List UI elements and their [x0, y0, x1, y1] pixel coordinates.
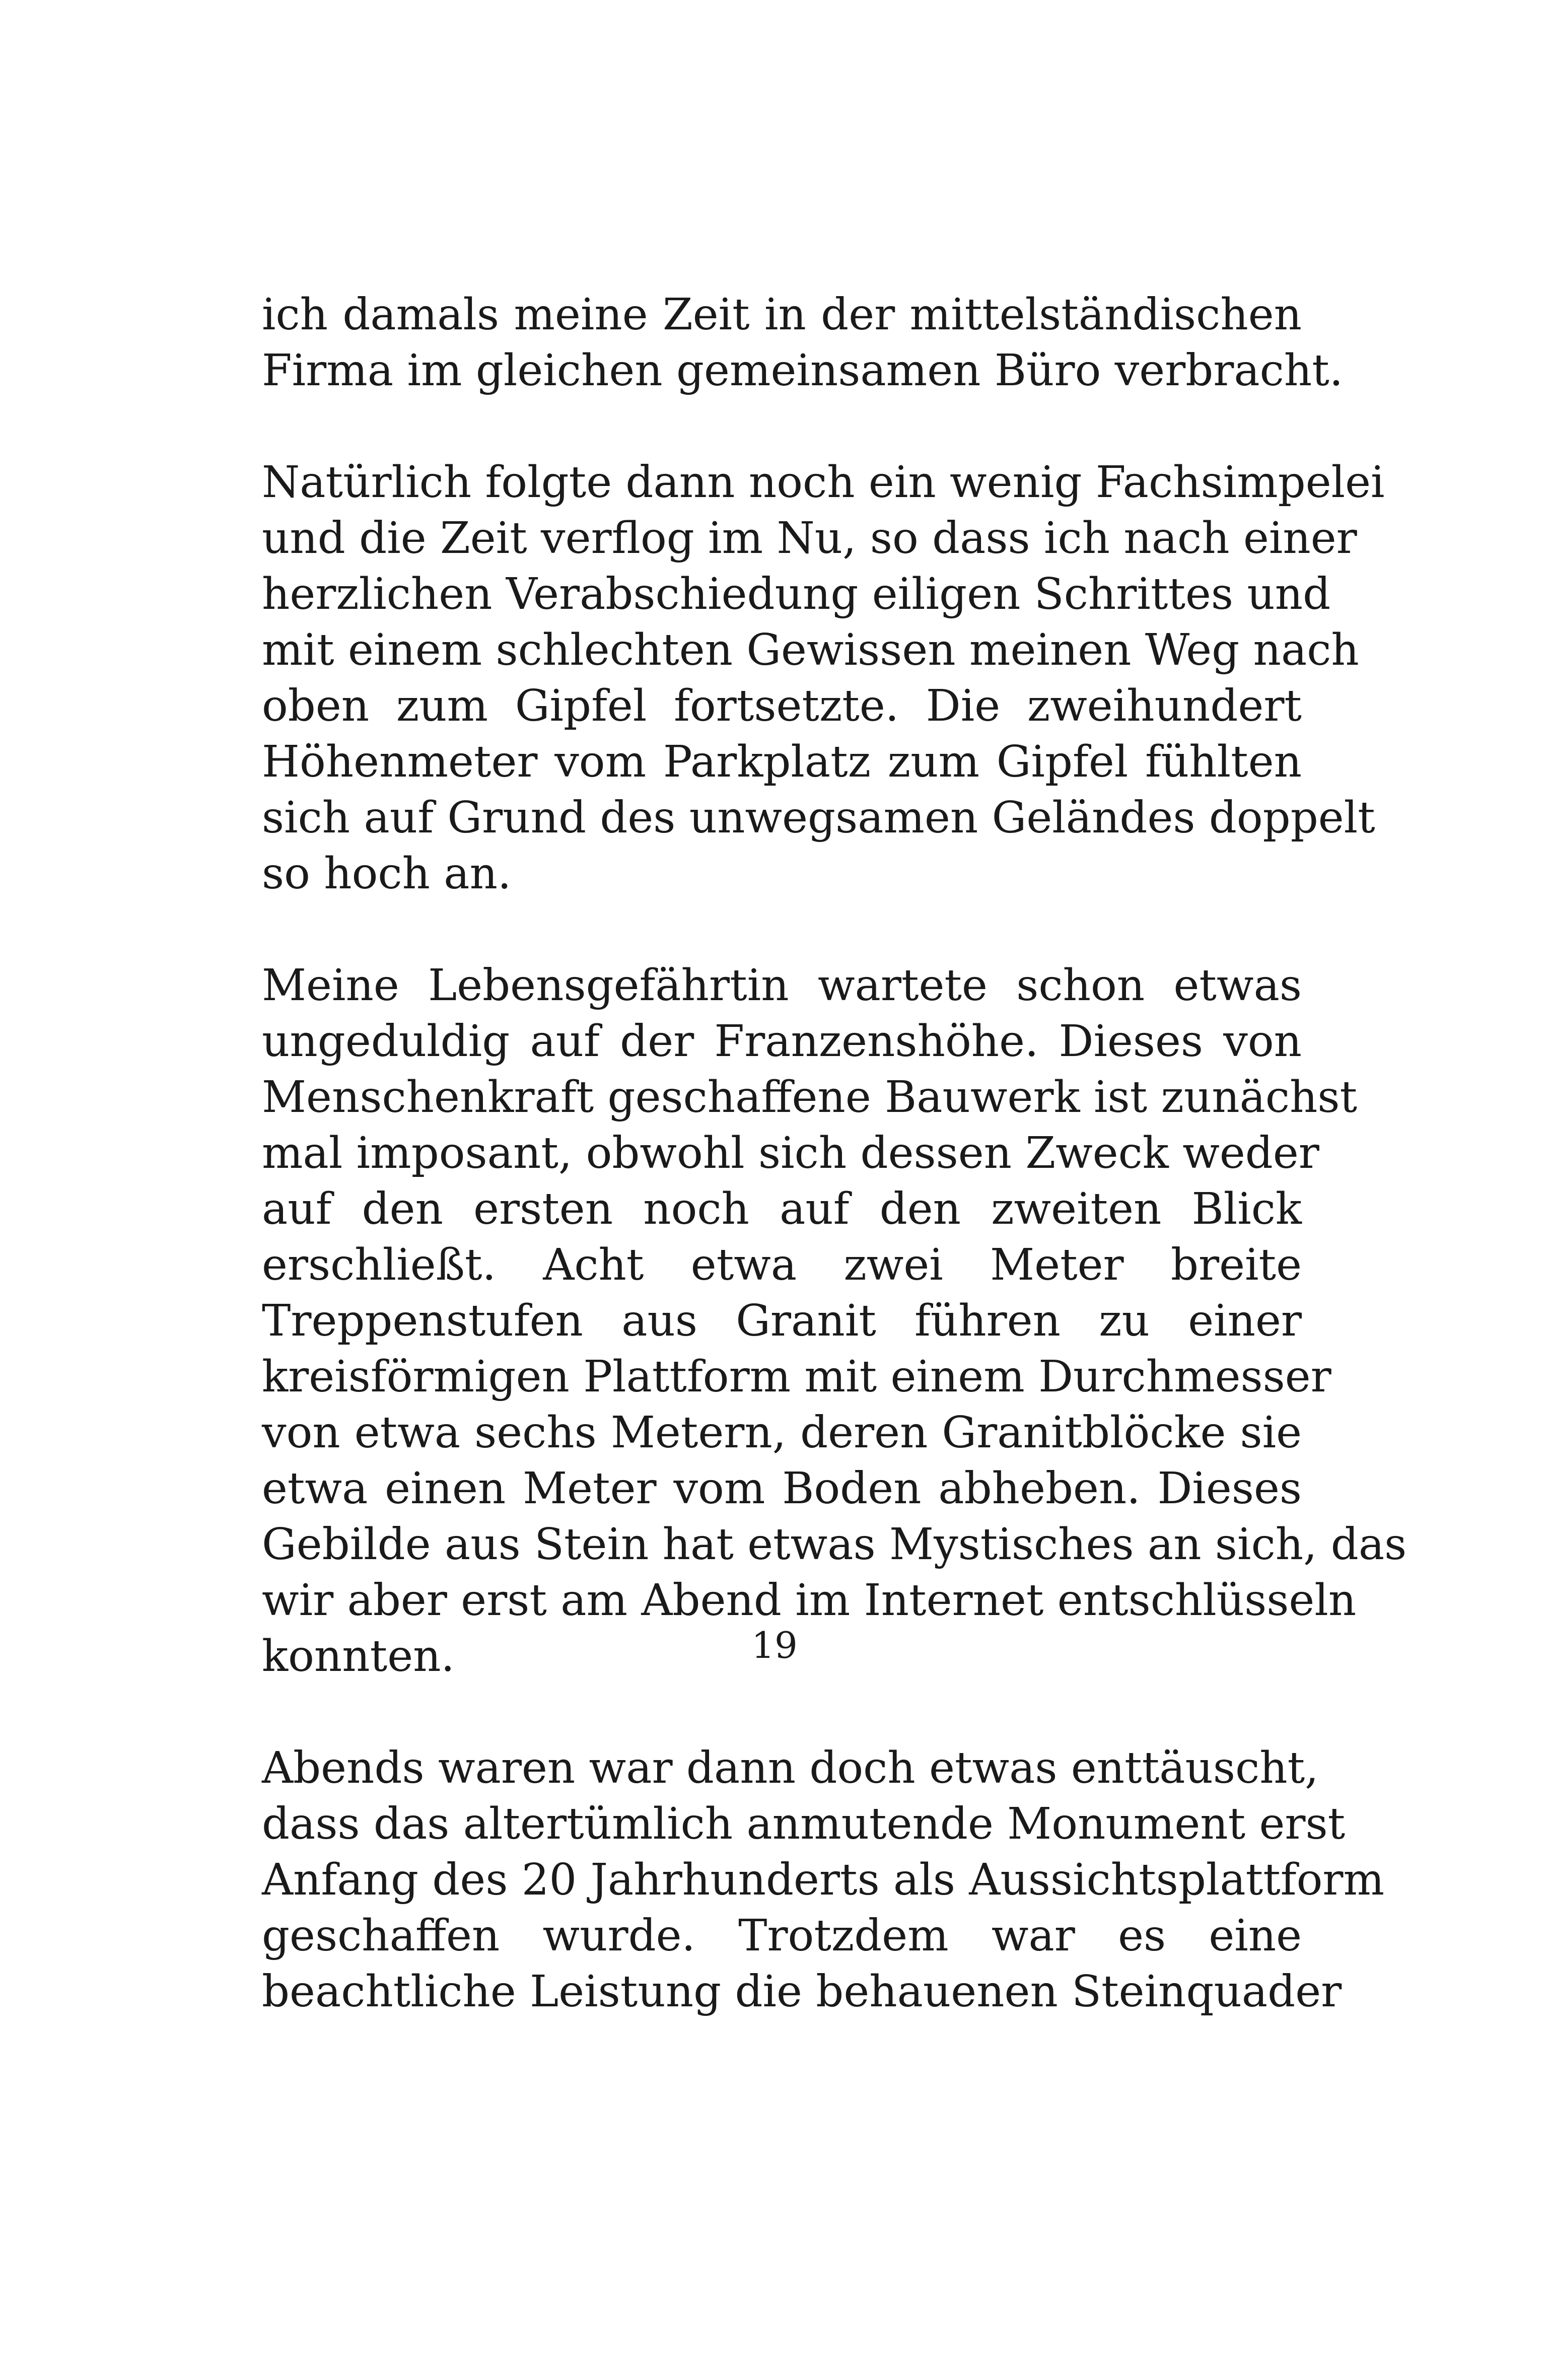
- body-text: [262, 287, 1407, 2020]
- text-line: erschließt. Acht etwa zwei Meter breite: [262, 1240, 1302, 1290]
- text-line: auf den ersten noch auf den zweiten Blick: [262, 1184, 1302, 1234]
- text-line: ich damals meine Zeit in der mittelständischen: [262, 290, 1302, 340]
- text-line: geschaffen wurde. Trotzdem war es eine: [262, 1911, 1302, 1961]
- page-number: 19: [751, 1624, 798, 1666]
- paragraph: [262, 287, 1344, 399]
- text-line: sich auf Grund des unwegsamen Geländes doppelt: [262, 793, 1375, 843]
- text-line: Anfang des 20 Jahrhunderts als Aussichtsplattform: [262, 1855, 1385, 1905]
- text-line: dass das altertümlich anmutende Monument erst: [262, 1799, 1346, 1849]
- text-line: mit einem schlechten Gewissen meinen Weg nach: [262, 625, 1359, 675]
- text-line: beachtliche Leistung die behauenen Steinquader: [262, 1967, 1342, 2017]
- text-line: so hoch an.: [262, 849, 512, 899]
- text-line: Firma im gleichen gemeinsamen Büro verbracht.: [262, 345, 1344, 396]
- text-line: konnten.: [262, 1631, 455, 1682]
- text-line: oben zum Gipfel fortsetzte. Die zweihundert: [262, 681, 1302, 731]
- paragraph: [262, 958, 1407, 1685]
- paragraph: [262, 1740, 1385, 2020]
- text-line: etwa einen Meter vom Boden abheben. Dieses: [262, 1463, 1302, 1514]
- text-line: Meine Lebensgefährtin wartete schon etwas: [262, 960, 1302, 1011]
- text-line: Menschenkraft geschaffene Bauwerk ist zunächst: [262, 1072, 1358, 1123]
- text-line: ungeduldig auf der Franzenshöhe. Dieses von: [262, 1016, 1302, 1067]
- text-line: Höhenmeter vom Parkplatz zum Gipfel fühlten: [262, 737, 1302, 787]
- text-line: Abends waren war dann doch etwas enttäuscht,: [262, 1743, 1319, 1793]
- paragraph: [262, 455, 1385, 902]
- text-line: Gebilde aus Stein hat etwas Mystisches an sich, das: [262, 1519, 1407, 1570]
- text-line: Natürlich folgte dann noch ein wenig Fachsimpelei: [262, 457, 1385, 508]
- text-line: mal imposant, obwohl sich dessen Zweck weder: [262, 1128, 1319, 1178]
- text-line: herzlichen Verabschiedung eiligen Schrittes und: [262, 569, 1331, 619]
- text-line: und die Zeit verflog im Nu, so dass ich nach einer: [262, 513, 1357, 564]
- text-line: wir aber erst am Abend im Internet entschlüsseln: [262, 1575, 1357, 1626]
- text-line: kreisförmigen Plattform mit einem Durchmesser: [262, 1352, 1331, 1402]
- text-line: von etwa sechs Metern, deren Granitblöcke sie: [262, 1408, 1302, 1458]
- text-line: Treppenstufen aus Granit führen zu einer: [262, 1296, 1302, 1346]
